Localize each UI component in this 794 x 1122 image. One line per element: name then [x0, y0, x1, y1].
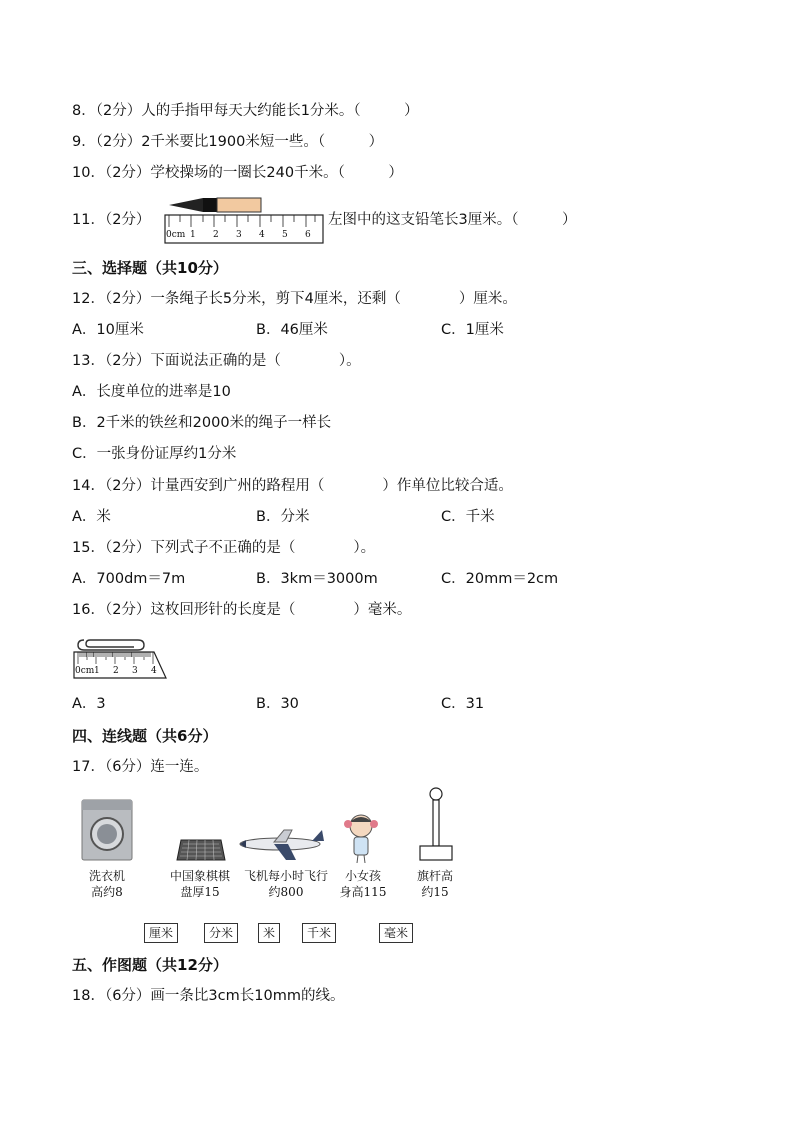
- caption-line: 高约8: [91, 885, 123, 899]
- caption-line: 盘厚15: [180, 885, 220, 899]
- pencil-tip: [169, 198, 203, 212]
- little-girl-icon: [343, 812, 379, 864]
- section-3-title: 三、选择题（共10分）: [72, 259, 228, 277]
- unit-box-millimeter: 毫米: [379, 923, 413, 943]
- question-17: 17．（6分）连一连。: [72, 759, 209, 775]
- ruler-label: 6: [305, 230, 311, 240]
- airplane-icon: [234, 824, 324, 864]
- question-14: 14．（2分）计量西安到广州的路程用（ ）作单位比较合适。: [72, 478, 513, 494]
- q17-item-flagpole: [410, 868, 460, 900]
- q16-option-a: A．3: [72, 696, 106, 712]
- paperclip-icon: [78, 640, 144, 650]
- ruler-label: 5: [282, 230, 288, 240]
- pencil-ferrule: [203, 198, 217, 212]
- caption-line: 中国象棋棋: [169, 869, 230, 883]
- unit-box-kilometer: 千米: [302, 923, 336, 943]
- caption-line: 旗杆高: [416, 869, 453, 883]
- question-16: 16．（2分）这枚回形针的长度是（ ）毫米。: [72, 602, 412, 618]
- q14-option-b: B．分米: [256, 509, 310, 525]
- q13-option-a: A．长度单位的进率是10: [72, 384, 231, 400]
- ruler-label: 4: [151, 666, 157, 676]
- question-8: 8．（2分）人的手指甲每天大约能长1分米。（ ）: [72, 103, 419, 119]
- q16-option-c: C．31: [441, 696, 485, 712]
- ruler: [165, 215, 323, 243]
- caption-line: 飞机每小时飞行: [243, 869, 328, 883]
- question-15: 15．（2分）下列式子不正确的是（ ）。: [72, 540, 376, 556]
- pencil-ruler-figure: [163, 193, 327, 245]
- question-12: 12．（2分）一条绳子长5分米，剪下4厘米，还剩（ ）厘米。: [72, 291, 517, 307]
- pencil-body: [217, 198, 261, 212]
- ruler-label: 2: [113, 666, 119, 676]
- q15-option-c: C．20mm＝2cm: [441, 571, 559, 587]
- q15-option-b: B．3km＝3000m: [256, 571, 378, 587]
- q13-option-b: B．2千米的铁丝和2000米的绳子一样长: [72, 415, 332, 431]
- section-5-title: 五、作图题（共12分）: [72, 956, 228, 974]
- caption-line: 约15: [421, 885, 449, 899]
- question-11-suffix: 左图中的这支铅笔长3厘米。（ ）: [328, 212, 577, 228]
- q14-option-a: A．米: [72, 509, 111, 525]
- question-10: 10．（2分）学校操场的一圈长240千米。（ ）: [72, 165, 403, 181]
- chessboard-icon: [175, 838, 227, 864]
- unit-box-decimeter: 分米: [204, 923, 238, 943]
- ruler-label: 1: [190, 230, 196, 240]
- caption-line: 洗衣机: [88, 869, 125, 883]
- q17-item-chessboard: [160, 868, 240, 900]
- q16-option-b: B．30: [256, 696, 299, 712]
- q14-option-c: C．千米: [441, 509, 495, 525]
- q12-option-c: C．1厘米: [441, 322, 504, 338]
- q17-item-washing-machine: [84, 868, 130, 900]
- ruler-label: 3: [236, 230, 242, 240]
- washing-machine-icon: [80, 798, 136, 862]
- q12-option-b: B．46厘米: [256, 322, 328, 338]
- q12-option-a: A．10厘米: [72, 322, 144, 338]
- q13-option-c: C．一张身份证厚约1分米: [72, 446, 237, 462]
- ruler-label: 2: [213, 230, 219, 240]
- unit-box-centimeter: 厘米: [144, 923, 178, 943]
- ruler-label: 0cm: [75, 666, 95, 676]
- unit-box-meter: 米: [258, 923, 280, 943]
- question-11-prefix: 11．（2分）: [72, 212, 151, 228]
- section-4-title: 四、连线题（共6分）: [72, 727, 218, 745]
- ruler-label: 1: [94, 666, 100, 676]
- question-13: 13．（2分）下面说法正确的是（ ）。: [72, 353, 361, 369]
- q17-item-airplane: [236, 868, 336, 900]
- question-9: 9．（2分）2千米要比1900米短一些。（ ）: [72, 134, 384, 150]
- ruler-label: 0cm: [166, 230, 186, 240]
- caption-line: 约800: [268, 885, 304, 899]
- flagpole-icon: [416, 787, 456, 863]
- question-18: 18．（6分）画一条比3cm长10mm的线。: [72, 988, 345, 1004]
- ruler-label: 3: [132, 666, 138, 676]
- q17-item-girl: [334, 868, 392, 900]
- caption-line: 小女孩: [344, 869, 381, 883]
- q15-option-a: A．700dm＝7m: [72, 571, 186, 587]
- caption-line: 身高115: [339, 885, 387, 899]
- ruler-label: 4: [259, 230, 265, 240]
